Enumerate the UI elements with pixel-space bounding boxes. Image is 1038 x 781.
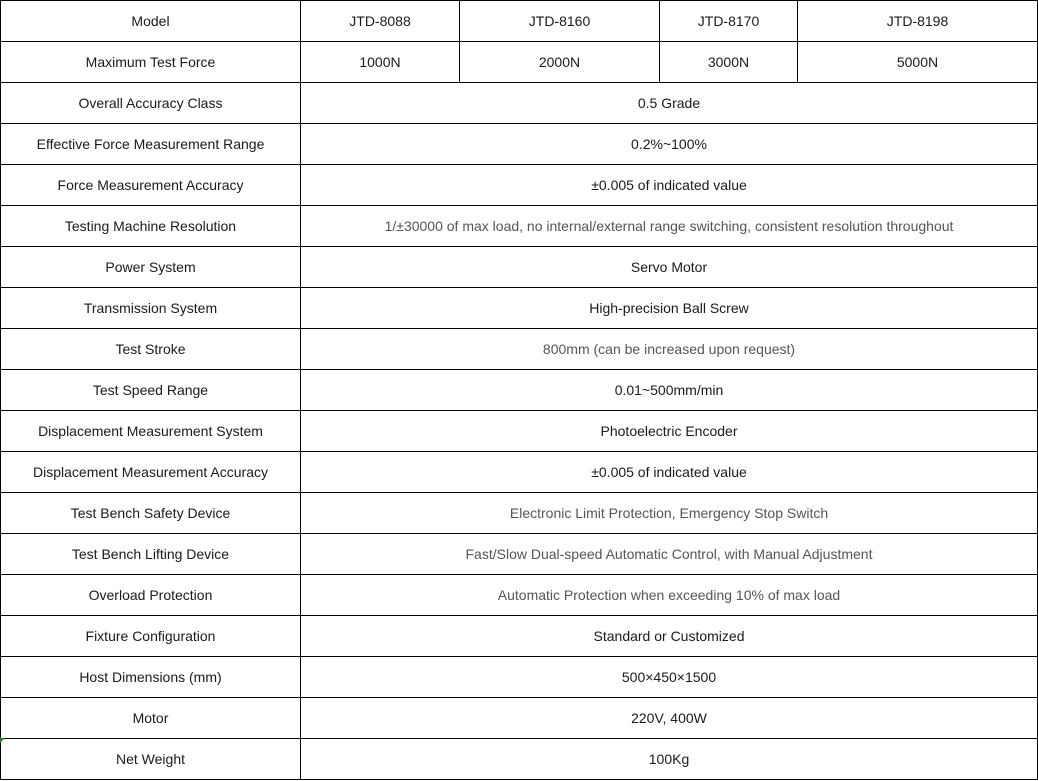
row-label: Motor [1, 698, 301, 739]
row-value: ±0.005 of indicated value [301, 165, 1038, 206]
table-row [1, 370, 1038, 411]
row-value: 500×450×1500 [301, 657, 1038, 698]
row-value: High-precision Ball Screw [301, 288, 1038, 329]
table-row [1, 616, 1038, 657]
row-value: Automatic Protection when exceeding 10% of max load [301, 575, 1038, 616]
row-label: Force Measurement Accuracy [1, 165, 301, 206]
row-label: Model [1, 1, 301, 42]
row-label: Test Bench Lifting Device [1, 534, 301, 575]
table-row [1, 83, 1038, 124]
table-row [1, 452, 1038, 493]
table-row [1, 165, 1038, 206]
row-label: Displacement Measurement System [1, 411, 301, 452]
table-row [1, 534, 1038, 575]
row-label: Host Dimensions (mm) [1, 657, 301, 698]
model-name: JTD-8160 [460, 1, 660, 42]
table-row [1, 329, 1038, 370]
row-value: 0.5 Grade [301, 83, 1038, 124]
row-label: Effective Force Measurement Range [1, 124, 301, 165]
table-row [1, 698, 1038, 739]
row-value: 220V, 400W [301, 698, 1038, 739]
row-label: Testing Machine Resolution [1, 206, 301, 247]
table-row [1, 575, 1038, 616]
row-value: Photoelectric Encoder [301, 411, 1038, 452]
model-name: JTD-8170 [660, 1, 798, 42]
row-value: Servo Motor [301, 247, 1038, 288]
row-value: 0.01~500mm/min [301, 370, 1038, 411]
row-value: 800mm (can be increased upon request) [301, 329, 1038, 370]
row-label: Net Weight [1, 739, 301, 780]
row-value: Fast/Slow Dual-speed Automatic Control, with Manual Adjustment [301, 534, 1038, 575]
table-row [1, 206, 1038, 247]
row-value: Electronic Limit Protection, Emergency Stop Switch [301, 493, 1038, 534]
table-row [1, 247, 1038, 288]
table-row [1, 124, 1038, 165]
table-row [1, 493, 1038, 534]
row-label: Displacement Measurement Accuracy [1, 452, 301, 493]
row-label: Fixture Configuration [1, 616, 301, 657]
model-name: JTD-8198 [798, 1, 1038, 42]
force-value: 5000N [798, 42, 1038, 83]
row-label: Power System [1, 247, 301, 288]
corner-marker-icon [0, 738, 5, 743]
row-value: 1/±30000 of max load, no internal/external range switching, consistent resolution throughout [301, 206, 1038, 247]
force-value: 1000N [301, 42, 460, 83]
row-value: ±0.005 of indicated value [301, 452, 1038, 493]
table-row-max-force [1, 42, 1038, 83]
row-label: Test Bench Safety Device [1, 493, 301, 534]
row-label: Transmission System [1, 288, 301, 329]
table-row [1, 288, 1038, 329]
model-name: JTD-8088 [301, 1, 460, 42]
table-row [1, 739, 1038, 780]
table-row-model [1, 1, 1038, 42]
row-value: Standard or Customized [301, 616, 1038, 657]
row-label: Overload Protection [1, 575, 301, 616]
row-label: Test Stroke [1, 329, 301, 370]
row-label: Test Speed Range [1, 370, 301, 411]
row-value: 0.2%~100% [301, 124, 1038, 165]
table-row [1, 411, 1038, 452]
row-label: Overall Accuracy Class [1, 83, 301, 124]
row-label: Maximum Test Force [1, 42, 301, 83]
row-value: 100Kg [301, 739, 1038, 780]
table-row [1, 657, 1038, 698]
force-value: 2000N [460, 42, 660, 83]
force-value: 3000N [660, 42, 798, 83]
